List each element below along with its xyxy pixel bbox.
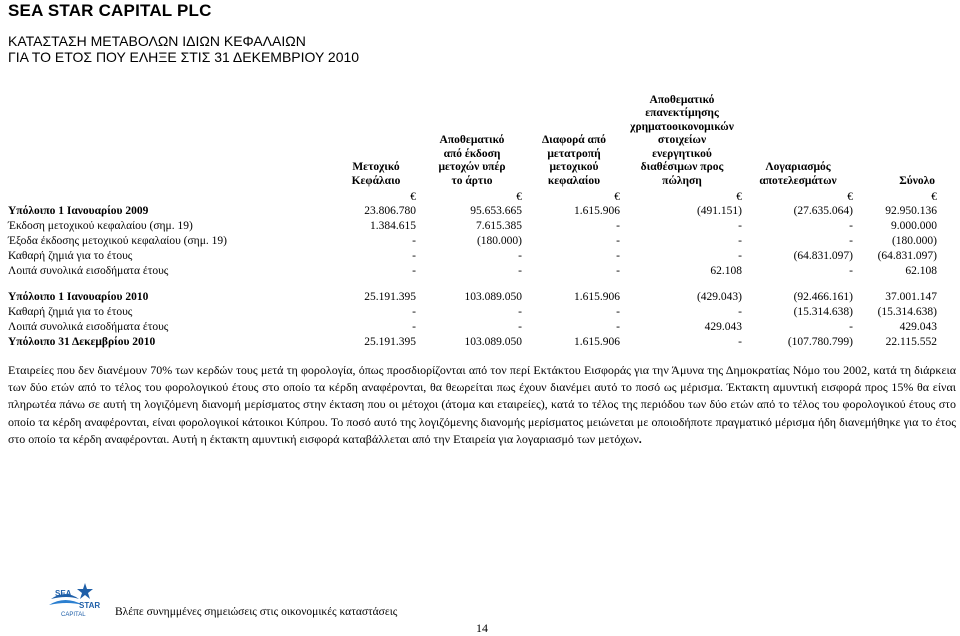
row-label: Έκδοση μετοχικού κεφαλαίου (σημ. 19)	[8, 220, 193, 232]
table-cell: 103.089.050	[464, 336, 522, 348]
column-header-line: διαθέσιμων προς	[640, 161, 724, 173]
table-cell: -	[738, 336, 742, 348]
row-label: Υπόλοιπο 1 Ιανουαρίου 2009	[8, 205, 149, 217]
column-header-line: ενεργητικού	[652, 147, 712, 160]
column-header-line: μετατροπή	[547, 147, 601, 160]
column-header	[855, 175, 935, 189]
table-cell: 7.615.385	[476, 220, 522, 232]
column-header-line: Αποθεματικό	[439, 134, 505, 146]
column-header-line: Σύνολο	[899, 174, 935, 187]
table-cell: -	[849, 220, 853, 232]
table-cell: (15.314.638)	[793, 306, 853, 318]
table-cell: -	[412, 250, 416, 262]
row-label: Υπόλοιπο 31 Δεκεμβρίου 2010	[8, 336, 156, 348]
table-cell: -	[616, 250, 620, 262]
table-cell: (107.780.799)	[787, 336, 853, 348]
company-name: SEA STAR CAPITAL PLC	[8, 1, 212, 20]
column-header-line: Λογαριασμός	[765, 161, 831, 173]
table-cell: -	[738, 250, 742, 262]
column-header	[743, 161, 853, 188]
table-cell: 37.001.147	[885, 291, 937, 303]
table-cell: -	[738, 220, 742, 232]
table-cell: -	[518, 321, 522, 333]
table-cell: 1.615.906	[574, 205, 620, 217]
table-cell: -	[616, 235, 620, 247]
table-cell: 1.384.615	[370, 220, 416, 232]
table-cell: 103.089.050	[464, 291, 522, 303]
column-header	[422, 134, 522, 188]
row-label: Λοιπά συνολικά εισοδήματα έτους	[8, 321, 169, 333]
column-header	[528, 134, 620, 188]
table-cell: (180.000)	[891, 235, 937, 247]
table-cell: -	[518, 265, 522, 277]
table-cell: -	[412, 321, 416, 333]
table-cell: 1.615.906	[574, 291, 620, 303]
table-cell: 429.043	[704, 321, 742, 333]
table-cell: -	[849, 321, 853, 333]
table-cell: -	[616, 321, 620, 333]
table-cell: 429.043	[899, 321, 937, 333]
column-header-line: το άρτιο	[451, 174, 493, 187]
currency-symbol: €	[516, 191, 522, 203]
table-cell: 1.615.906	[574, 336, 620, 348]
table-cell: (92.466.161)	[793, 291, 853, 303]
row-label: Υπόλοιπο 1 Ιανουαρίου 2010	[8, 291, 149, 303]
currency-symbol: €	[736, 191, 742, 203]
table-cell: -	[412, 265, 416, 277]
table-cell: (27.635.064)	[793, 205, 853, 217]
logo-text-star: STAR	[79, 601, 101, 610]
currency-symbol: €	[614, 191, 620, 203]
table-cell: 22.115.552	[885, 336, 937, 348]
table-cell: -	[738, 235, 742, 247]
logo-text-capital: CAPITAL	[61, 612, 86, 618]
dividend-note	[8, 362, 956, 448]
column-header-line: στοιχείων	[657, 134, 707, 146]
dividend-note-text: Εταιρείες που δεν διανέμουν 70% των κερδών τους μετά τη φορολογία, όπως προσδιορίζονται από τον περί Εκτάκτου Εισφοράς για την Άμυνα της Δημοκρατίας Νόμο του 2002, κατά τη διάρκεια των δύο ετών από το τέλος του φορολογικού έτους στο οποίο τα κέρδη αναφέρονται, θα θεωρείται πως έχουν διανέμει αυτό το ποσό ως μέρισμα. Έκτακτη αμυντική εισφορά προς 15% θα είναι πληρωτέα πάνω σε αυτή τη λογιζόμενη διανομή μερίσματος στην έκταση που οι μέτοχοι (άτομα και εταιρείες), κατά το τέλος της περιόδου των δύο ετών από το τέλος του φορολογικού έτους στο οποίο τα κέρδη αναφέρονται, είναι φορολογικοί κάτοικοι Κύπρου. Το ποσό αυτό της λογιζόμενης διανομής μερίσματος μειώνεται με οποιοδήποτε πραγματικό μέρισμα ήδη διανεμήθηκε για το έτος στο οποίο τα κέρδη αναφέρονται. Αυτή η έκτακτη αμυντική εισφορά καταβάλλεται από την Εταιρεία για λογαριασμό των μετόχων	[8, 363, 956, 446]
currency-symbol: €	[847, 191, 853, 203]
logo-star	[77, 583, 93, 599]
table-cell: (180.000)	[476, 235, 522, 247]
table-cell: -	[849, 235, 853, 247]
currency-symbol: €	[410, 191, 416, 203]
table-cell: -	[518, 250, 522, 262]
table-cell: 62.108	[905, 265, 937, 277]
column-header-line: μετοχών υπέρ	[438, 161, 506, 173]
column-header-line: μετοχικού	[549, 161, 599, 173]
column-header	[622, 94, 742, 189]
column-header-line: Μετοχικό	[352, 161, 400, 173]
row-label: Καθαρή ζημιά για το έτους	[8, 250, 133, 262]
column-header-line: από έκδοση	[443, 147, 501, 160]
table-cell: -	[518, 306, 522, 318]
table-cell: 23.806.780	[364, 205, 416, 217]
currency-symbol: €	[931, 191, 937, 203]
column-header-line: πώληση	[662, 174, 702, 187]
dividend-note-end: .	[638, 431, 642, 446]
column-header-line: Αποθεματικό	[649, 93, 715, 106]
statement-subtitle: ΓΙΑ ΤΟ ΕΤΟΣ ΠΟΥ ΕΛΗΞΕ ΣΤΙΣ 31 ΔΕΚΕΜΒΡΙΟΥ 2010	[8, 49, 360, 65]
column-header-line: Διαφορά από	[541, 134, 607, 146]
row-label: Καθαρή ζημιά για το έτους	[8, 306, 133, 318]
row-label: Λοιπά συνολικά εισοδήματα έτους	[8, 265, 169, 277]
table-cell: -	[616, 220, 620, 232]
table-cell: (15.314.638)	[877, 306, 937, 318]
table-cell: 95.653.665	[470, 205, 522, 217]
logo-text-sea: SEA	[55, 589, 72, 598]
row-label: Έξοδα έκδοσης μετοχικού κεφαλαίου (σημ. 19)	[8, 235, 227, 247]
table-cell: 9.000.000	[891, 220, 937, 232]
column-header-line: αποτελεσμάτων	[759, 174, 837, 187]
table-cell: (64.831.097)	[793, 250, 853, 262]
page-number: 14	[476, 621, 488, 635]
table-cell: -	[412, 235, 416, 247]
table-cell: -	[738, 306, 742, 318]
column-header-line: χρηματοοικονομικών	[630, 120, 734, 133]
table-cell: 25.191.395	[364, 336, 416, 348]
sea-star-logo	[45, 575, 105, 619]
column-header	[336, 161, 416, 188]
table-cell: (429.043)	[696, 291, 742, 303]
column-header-line: επανεκτίμησης	[645, 107, 719, 119]
statement-title: ΚΑΤΑΣΤΑΣΗ ΜΕΤΑΒΟΛΩΝ ΙΔΙΩΝ ΚΕΦΑΛΑΙΩΝ	[8, 33, 306, 49]
table-cell: -	[849, 265, 853, 277]
table-cell: 92.950.136	[885, 205, 937, 217]
footer-note: Βλέπε συνημμένες σημειώσεις στις οικονομικές καταστάσεις	[115, 606, 398, 618]
table-cell: -	[616, 306, 620, 318]
logo-wave-bottom	[49, 600, 83, 605]
table-cell: (491.151)	[696, 205, 742, 217]
column-header-line: Κεφάλαιο	[351, 174, 401, 187]
column-header-line: κεφαλαίου	[547, 174, 601, 187]
table-cell: 25.191.395	[364, 291, 416, 303]
table-cell: (64.831.097)	[877, 250, 937, 262]
table-cell: -	[616, 265, 620, 277]
table-cell: 62.108	[710, 265, 742, 277]
table-cell: -	[412, 306, 416, 318]
